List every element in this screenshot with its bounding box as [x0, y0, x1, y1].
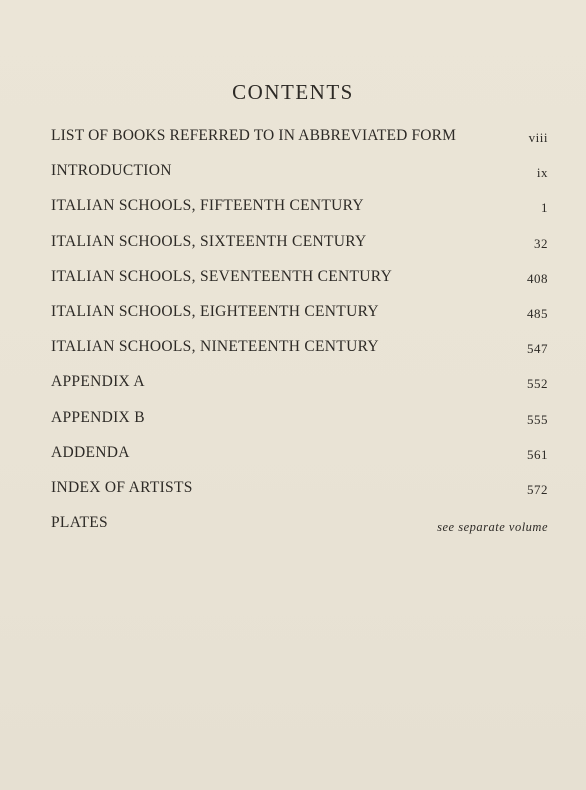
toc-entry-label: INTRODUCTION — [51, 162, 172, 180]
toc-entry — [50, 159, 548, 194]
toc-entry — [50, 406, 548, 441]
toc-entry — [50, 194, 548, 229]
toc-entry-label: ITALIAN SCHOOLS, SIXTEENTH CENTURY — [51, 232, 367, 250]
toc-entry-page: 561 — [527, 446, 548, 462]
toc-entry-page: see separate volume — [437, 520, 548, 535]
toc-entry — [50, 300, 548, 335]
toc-entry-label: ITALIAN SCHOOLS, SEVENTEENTH CENTURY — [51, 267, 393, 285]
toc-entry-page: viii — [528, 130, 548, 145]
toc-entry-label: PLATES — [51, 514, 108, 532]
toc-entry — [50, 511, 548, 546]
toc-entry-label: APPENDIX B — [51, 408, 145, 426]
page-title: CONTENTS — [232, 80, 354, 104]
toc-entry — [50, 476, 548, 511]
toc-entry — [50, 441, 548, 476]
toc-entry — [50, 335, 548, 370]
toc-entry-page: 1 — [541, 200, 548, 216]
toc-entry-page: 408 — [527, 270, 548, 286]
toc-entry-label: INDEX OF ARTISTS — [51, 478, 193, 496]
toc-entry-label: ITALIAN SCHOOLS, EIGHTEENTH CENTURY — [51, 302, 379, 320]
toc-entry-label: ITALIAN SCHOOLS, FIFTEENTH CENTURY — [51, 197, 364, 215]
toc-entry — [50, 265, 548, 300]
toc-entry-page: 485 — [527, 305, 548, 321]
toc-entry-label: APPENDIX A — [51, 373, 145, 391]
toc-entry — [50, 124, 548, 159]
toc-entry-page: 32 — [534, 235, 548, 251]
toc-entry-page: 547 — [527, 341, 548, 357]
toc-entry-label: ITALIAN SCHOOLS, NINETEENTH CENTURY — [51, 338, 379, 356]
table-of-contents — [50, 124, 548, 546]
toc-entry-page: 552 — [527, 376, 548, 392]
toc-entry — [50, 370, 548, 405]
toc-entry-page: 555 — [527, 411, 548, 427]
toc-entry-page: 572 — [527, 481, 548, 497]
toc-entry — [50, 230, 548, 265]
toc-entry-label: ADDENDA — [51, 443, 130, 461]
toc-entry-label: LIST OF BOOKS REFERRED TO IN ABBREVIATED FORM — [51, 127, 457, 144]
toc-entry-page: ix — [536, 165, 548, 181]
